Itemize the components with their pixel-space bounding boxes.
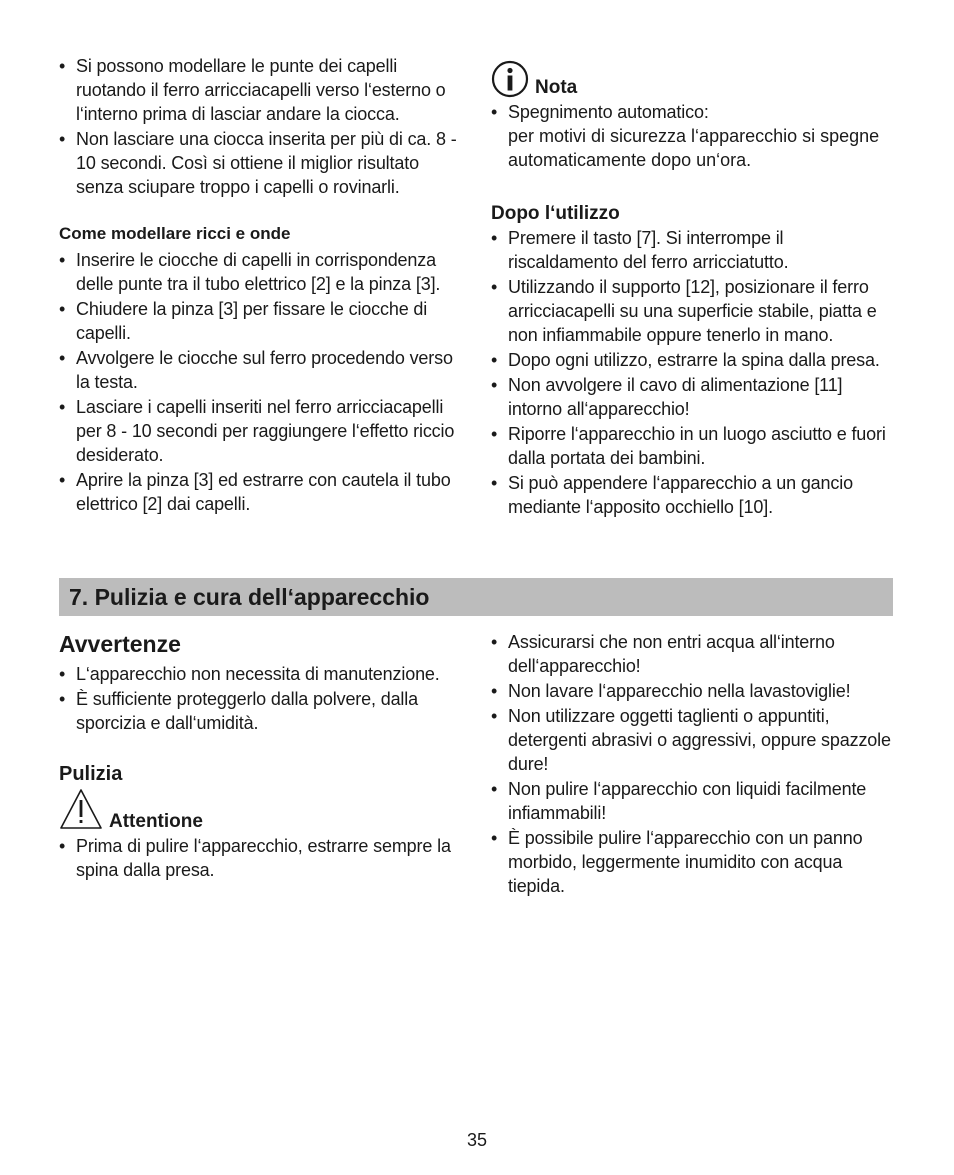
list-item: • Lasciare i capelli inseriti nel ferro arricciacapelli per 8 - 10 secondi per raggiungere l‘effetto riccio desiderato. — [59, 395, 461, 467]
list-item: • Non pulire l‘apparecchio con liquidi facilmente infiammabili! — [491, 777, 893, 825]
list-item: • Non avvolgere il cavo di alimentazione [11] intorno all‘apparecchio! — [491, 373, 893, 421]
info-icon — [491, 60, 531, 100]
page-number: 35 — [466, 1130, 488, 1150]
list-item: • Dopo ogni utilizzo, estrarre la spina dalla presa. — [491, 348, 893, 372]
list-item: • Inserire le ciocche di capelli in corrispondenza delle punte tra il tubo elettrico [2] e la pinza [3]. — [59, 248, 461, 296]
cleaning-section — [59, 762, 461, 882]
list-item: • Si può appendere l‘apparecchio a un gancio mediante l‘apposito occhiello [10]. — [491, 471, 893, 519]
warnings-heading: Avvertenze — [59, 631, 181, 657]
hair-tips-list — [59, 54, 461, 199]
attention-title: Attentione — [109, 811, 203, 832]
note-title: Nota — [535, 77, 578, 98]
section-title: 7. Pulizia e cura dell‘apparecchio — [69, 584, 430, 610]
list-item: • Non lasciare una ciocca inserita per più di ca. 8 - 10 secondi. Così si ottiene il miglior risultato senza sciupare troppo i capelli o rovinarli. — [59, 127, 461, 199]
list-item: • È possibile pulire l‘apparecchio con un panno morbido, leggermente inumidito con acqua tiepida. — [491, 826, 893, 898]
note-text: per motivi di sicurezza l‘apparecchio si spegne automaticamente dopo un‘ora. — [508, 126, 880, 170]
list-item: • Non utilizzare oggetti taglienti o appuntiti, detergenti abrasivi o aggressivi, oppure spazzole dure! — [491, 704, 893, 776]
list-item: • Chiudere la pinza [3] per fissare le ciocche di capelli. — [59, 297, 461, 345]
list-item: • Riporre l‘apparecchio in un luogo asciutto e fuori dalla portata dei bambini. — [491, 422, 893, 470]
list-item: • Premere il tasto [7]. Si interrompe il riscaldamento del ferro arricciatutto. — [491, 226, 893, 274]
list-item: • Avvolgere le ciocche sul ferro procedendo verso la testa. — [59, 346, 461, 394]
section-banner — [59, 578, 893, 616]
list-item: • Assicurarsi che non entri acqua all‘interno dell‘apparecchio! — [491, 630, 893, 678]
warning-icon — [59, 788, 103, 830]
cleaning-rules-list — [491, 630, 893, 898]
curls-section — [59, 222, 461, 516]
note-box — [491, 60, 893, 172]
cleaning-heading: Pulizia — [59, 763, 123, 785]
list-item: • Spegnimento automatico: — [491, 100, 893, 124]
list-item: • Non lavare l‘apparecchio nella lavastoviglie! — [491, 679, 893, 703]
warnings-section — [59, 630, 461, 735]
after-use-heading: Dopo l‘utilizzo — [491, 203, 620, 224]
curls-heading: Come modellare ricci e onde — [59, 224, 291, 243]
list-item: • L‘apparecchio non necessita di manutenzione. — [59, 662, 461, 686]
list-item: • Prima di pulire l‘apparecchio, estrarre sempre la spina dalla presa. — [59, 834, 461, 882]
after-use-section — [491, 202, 893, 519]
list-item: • Utilizzando il supporto [12], posizionare il ferro arricciacapelli su una superficie stabile, piatta e non infiammabile oppure tenerlo in mano. — [491, 275, 893, 347]
list-item: • È sufficiente proteggerlo dalla polvere, dalla sporcizia e dall‘umidità. — [59, 687, 461, 735]
list-item: • Aprire la pinza [3] ed estrarre con cautela il tubo elettrico [2] dai capelli. — [59, 468, 461, 516]
list-item: • Si possono modellare le punte dei capelli ruotando il ferro arricciacapelli verso l‘esterno o l‘interno prima di lasciar andare la ciocca. — [59, 54, 461, 126]
